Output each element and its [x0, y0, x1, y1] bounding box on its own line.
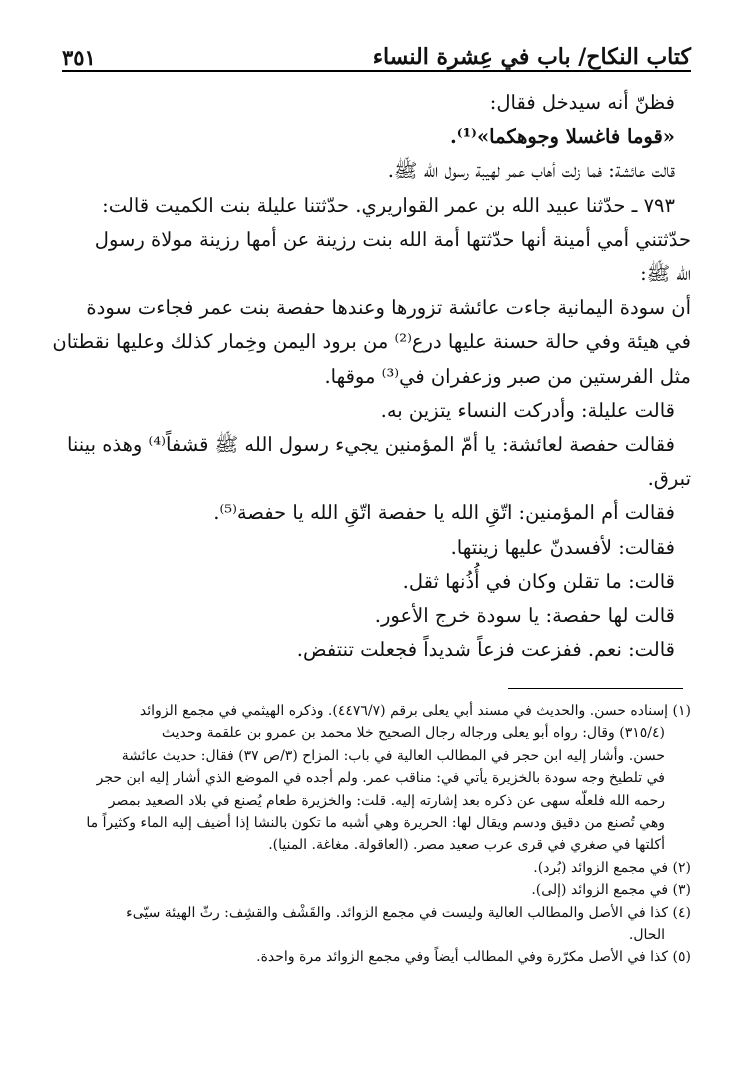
text-line: قالت عليلة: وأدركت النساء يتزين به.: [380, 398, 675, 422]
text-line: مثل الفرستين من صبر وزعفران في⁽³⁾ موقها.: [324, 364, 691, 388]
page-header: [62, 30, 691, 68]
text-line: قالت عائشة: فما زلت أهاب عمر لهيبة رسول الله ﷺ.: [387, 159, 675, 183]
footnote-line: (٣) في مجمع الزوائد (إلى).: [531, 882, 691, 899]
footnote-line: حسن. وأشار إليه ابن حجر في المطالب العالية في باب: المزاح (٣/ص ٣٧) فقال: حديث عائشة: [121, 747, 665, 764]
footnote-line: وهي تُصنع من دقيق ودسم ويقال لها: الحريرة وهي أشبه ما تكون بالنشا إذا أضيف إليه الماء وكثيراً ما: [86, 815, 665, 832]
text-line: فظنّ أنه سيدخل فقال:: [489, 91, 675, 114]
dialogue-line: فقالت أم المؤمنين: اتّقِ الله يا حفصة اتّقِ الله يا حفصة⁽⁵⁾.: [213, 501, 675, 525]
text-line: حدّثتني أمي أمينة أنها حدّثتها أمة الله بنت رزينة عن أمها رزينة مولاة رسول: [94, 227, 691, 251]
footnote-line: أكلتها في صغري في قرى عرب صعيد مصر. (العاقولة. مغاغة. المنيا).: [268, 837, 665, 854]
footnote-line: (٣١٥/٤) وقال: رواه أبو يعلى ورجاله رجال الصحيح خلا محمد بن عمرو بن علقمة وحديث: [161, 725, 665, 742]
text-line: فقالت حفصة لعائشة: يا أمّ المؤمنين يجيء رسول الله ﷺ قشفاً⁽⁴⁾ وهذه بيننا: [66, 433, 675, 457]
footnote-line: الحال.: [628, 927, 665, 944]
main-text: [52, 86, 691, 667]
text-line: في هيئة وفي حالة حسنة عليها درع⁽²⁾ من برود اليمن وخِمار كذلك وعليها نقطتان: [52, 330, 691, 354]
text-line: تبرق.: [647, 467, 691, 491]
text-line: الله ﷺ:: [640, 262, 691, 286]
footnote-line: (٤) كذا في الأصل والمطالب العالية وليست في مجمع الزوائد. والقَشْف والقشِف: رثّ الهيئة سيّىء: [126, 904, 691, 921]
footnote-line: في تلطيخ وجه سودة بالخزيرة يأتي في: مناقب عمر. ولم أجده في الموضع الذي أشار إليه ابن حجر: [96, 770, 665, 787]
header-divider: [62, 70, 691, 72]
dialogue-line: قالت لها حفصة: يا سودة خرج الأعور.: [374, 604, 675, 628]
dialogue-line: فقالت: لأفسدنّ عليها زينتها.: [450, 535, 675, 559]
running-title: كتاب النكاح/ باب في عِشرة النساء: [372, 44, 691, 70]
footnote-line: (١) إسناده حسن. والحديث في مسند أبي يعلى برقم (٤٤٧٦/٧). وذكره الهيثمي في مجمع الزوائد: [139, 703, 691, 719]
text-line: أن سودة اليمانية جاءت عائشة تزورها وعندها حفصة بنت عمر فجاءت سودة: [86, 296, 691, 320]
footnote-line: (٥) كذا في الأصل مكرّرة وفي المطالب أيضاً وفي مجمع الزوائد مرة واحدة.: [256, 949, 691, 966]
footnotes: [62, 700, 691, 969]
footnote-divider: [508, 688, 683, 689]
page-number: ٣٥١: [62, 45, 96, 70]
footnote-line: رحمه الله فلعلّه سهى عن ذكره بعد إشارته إليه. قلت: والخزيرة طعام يُصنع في بلاد الصعيد بمصر: [108, 792, 665, 809]
dialogue-line: قالت: ما تقلن وكان في أُذُنها ثقل.: [402, 569, 675, 593]
hadith-number-line: ٧٩٣ ـ حدّثنا عبيد الله بن عمر القواريري. حدّثتنا عليلة بنت الكميت قالت:: [102, 193, 675, 217]
footnote-line: (٢) في مجمع الزوائد (بُرد).: [533, 859, 691, 876]
dialogue-line: قالت: نعم. ففزعت فزعاً شديداً فجعلت تنتفض.: [296, 638, 675, 662]
hadith-quote-line: «قوما فاغسلا وجوهكما»⁽¹⁾.: [449, 125, 675, 149]
